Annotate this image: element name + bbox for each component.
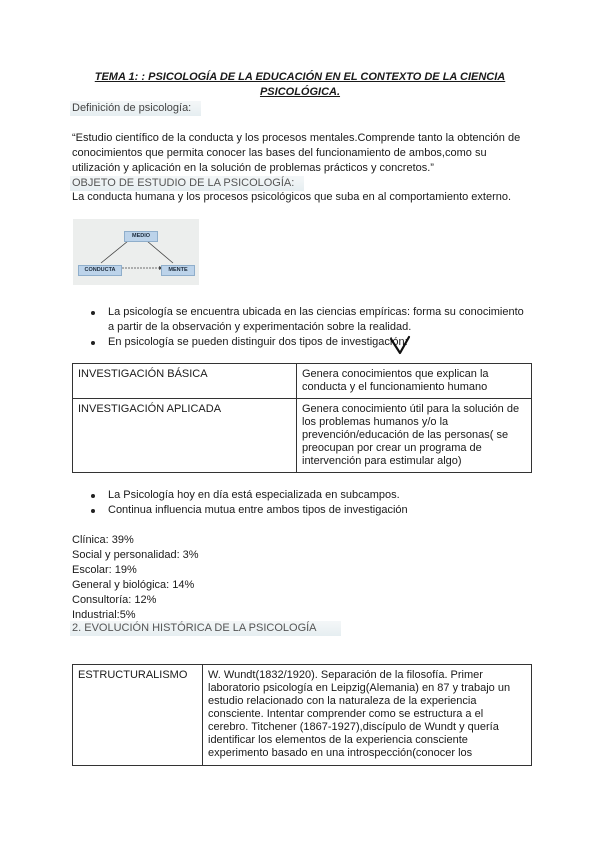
- bullet-icon: [91, 494, 95, 498]
- table-row: [73, 665, 532, 766]
- bullet-list-2: [72, 488, 532, 518]
- diagram-box-medio: MEDIO: [124, 231, 158, 242]
- table-cell: Genera conocimientos que explican la conducta y el funcionamiento humano: [297, 364, 532, 399]
- page-title: TEMA 1: : PSICOLOGÍA DE LA EDUCACIÓN EN EL CONTEXTO DE LA CIENCIA PSICOLÓGICA.: [94, 71, 506, 98]
- diagram-box-mente: MENTE: [161, 265, 195, 276]
- table-cell: W. Wundt(1832/1920). Separación de la filosofía. Primer laboratorio psicología en Leipzig(Alemania) en 87 y trabajo un estudio relacionado con la naturaleza de la experiencia consciente. Intentar comprender como se estructura a el cerebro. Titchener (1867-1927),discípulo de Wundt y quería identificar los elementos de la experiencia consciente experimento basado en una introspección(conocer los: [203, 665, 532, 766]
- table-row: [73, 399, 532, 473]
- evolucion-heading-text: 2. EVOLUCIÓN HISTÓRICA DE LA PSICOLOGÍA: [70, 621, 341, 636]
- objeto-text: La conducta humana y los procesos psicológicos que suba en al comportamiento externo.: [72, 191, 512, 203]
- subcampos-list: [72, 533, 532, 623]
- definicion-heading-text: Definición de psicología:: [70, 101, 201, 116]
- table-cell: INVESTIGACIÓN BÁSICA: [73, 364, 297, 399]
- table-cell: Genera conocimiento útil para la solución de los problemas humanos y/o la prevención/educación de las personas( se preocupan por crear un programa de intervención para estimular algo): [297, 399, 532, 473]
- hand-drawn-arrow-icon: [389, 335, 413, 357]
- table-cell: INVESTIGACIÓN APLICADA: [73, 399, 297, 473]
- table-row: [73, 364, 532, 399]
- list-item: La Psicología hoy en día está especializada en subcampos.: [72, 488, 532, 503]
- list-item: Clínica: 39%: [72, 534, 134, 546]
- list-item: General y biológica: 14%: [72, 579, 195, 591]
- investigacion-table: [72, 363, 532, 473]
- escuelas-table: [72, 664, 532, 766]
- table-cell: ESTRUCTURALISMO: [73, 665, 203, 766]
- diagram-box-conducta: CONDUCTA: [78, 265, 122, 276]
- list-item: Consultoría: 12%: [72, 594, 157, 606]
- list-item: En psicología se pueden distinguir dos tipos de investigación:: [72, 335, 532, 350]
- list-item: Continua influencia mutua entre ambos tipos de investigación: [72, 503, 532, 518]
- list-item: Social y personalidad: 3%: [72, 549, 199, 561]
- list-item: La psicología se encuentra ubicada en las ciencias empíricas: forma su conocimiento a partir de la observación y experimentación sobre la realidad.: [72, 305, 532, 335]
- bullet-icon: [91, 311, 95, 315]
- objeto-heading-text: OBJETO DE ESTUDIO DE LA PSICOLOGÍA:: [70, 176, 304, 191]
- definicion-heading: [72, 101, 532, 116]
- objeto-heading: [72, 176, 532, 191]
- definicion-text: “Estudio científico de la conducta y los procesos mentales.Comprende tanto la obtención de conocimientos que permita conocer las bases del funcionamiento de ambos,como su utilización y aplicación en la solución de problemas prácticos y concretos.”: [72, 132, 521, 174]
- list-item: Industrial:5%: [72, 609, 136, 621]
- bullet-icon: [91, 509, 95, 513]
- list-item: Escolar: 19%: [72, 564, 137, 576]
- evolucion-heading: [72, 621, 532, 636]
- bullet-icon: [91, 341, 95, 345]
- conducta-medio-mente-diagram: [73, 219, 199, 285]
- bullet-list-1: [72, 305, 532, 350]
